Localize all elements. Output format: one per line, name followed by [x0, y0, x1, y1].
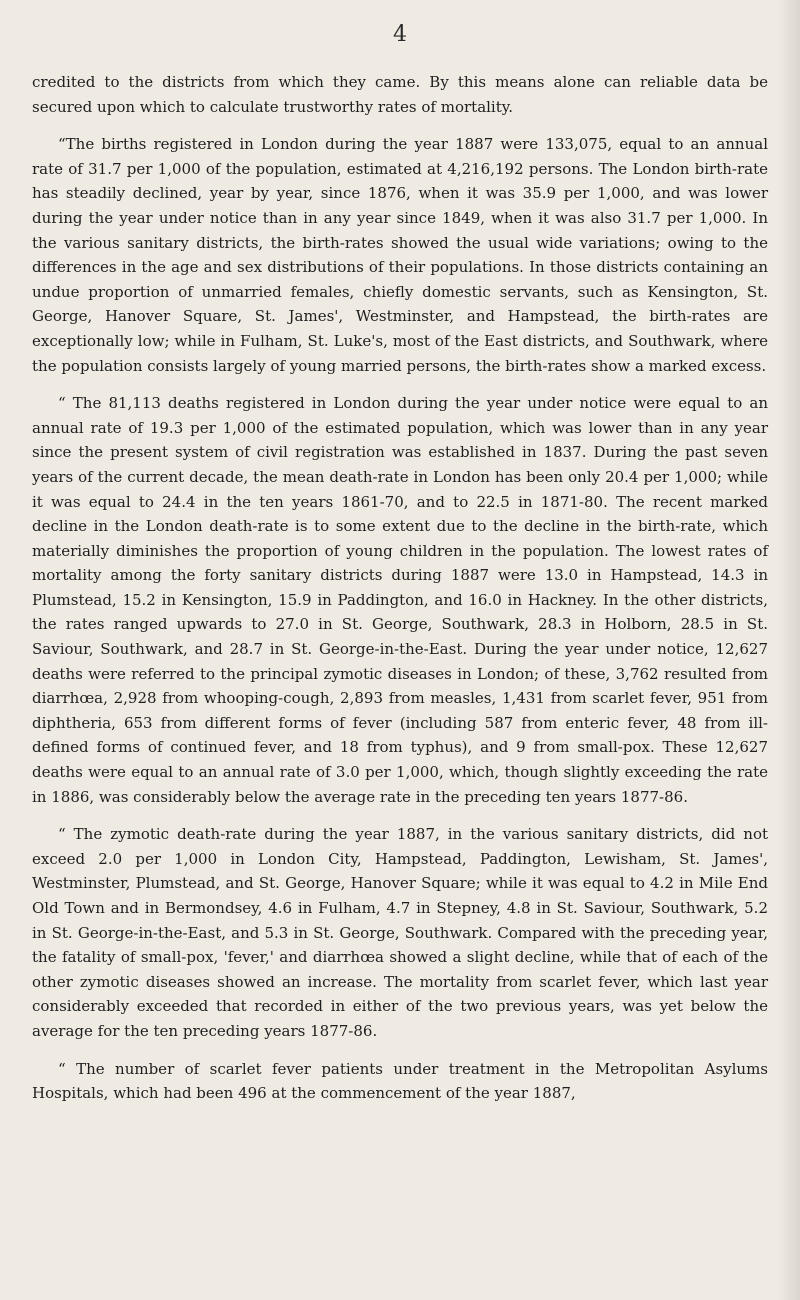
paragraph-zymotic-death-rate: “ The zymotic death-rate during the year 1887, in the various sanitary districts, did not exceed 2.0 per 1,000 in London City, Hampstead, Paddington, Lewisham, St. James', Westminster, Plumstead, and St. George, Hanover Square; while it was equal to 4.2 in Mile End Old Town and in Bermondsey, 4.6 in Fulham, 4.7 in Stepney, 4.8 in St. Saviour, Southwark, 5.2 in St. George-in-the-East, and 5.3 in St. George, Southwark. Compared with the preceding year, the fatality of small-pox, 'fever,' and diarrhœa showed a slight decline, while that of each of the other zymotic diseases showed an increase. The mortality from scarlet fever, which last year considerably exceeded that recorded in either of the two previous years, was yet below the average for the ten preceding years 1877-86.: [32, 825, 768, 1040]
paragraph-births: “The births registered in London during the year 1887 were 133,075, equal to an annual rate of 31.7 per 1,000 of the population, estimated at 4,216,192 persons. The London birth-rate has steadily declined, year by year, since 1876, when it was 35.9 per 1,000, and was lower during the year under notice than in any year since 1849, when it was also 31.7 per 1,000. In the various sanitary districts, the birth-rates showed the usual wide variations; owing to the differences in the age and sex distributions of their populations. In those districts containing an undue proportion of unmarried females, chiefly domestic servants, such as Kensington, St. George, Hanover Square, St. James', Westminster, and Hampstead, the birth-rates are exceptionally low; while in Fulham, St. Luke's, most of the East districts, and Southwark, where the population consists largely of young married persons, the birth-rates show a marked excess.: [32, 135, 768, 375]
body-text: [32, 70, 768, 1119]
page-edge-shadow: [778, 0, 800, 1300]
paragraph-continuation: credited to the districts from which they came. By this means alone can reliable data be secured upon which to calculate trustworthy rates of mortality.: [32, 73, 768, 116]
paragraph-deaths: “ The 81,113 deaths registered in London during the year under notice were equal to an annual rate of 19.3 per 1,000 of the estimated population, which was lower than in any year since the present system of civil registration was established in 1837. During the past seven years of the current decade, the mean death-rate in London has been only 20.4 per 1,000; while it was equal to 24.4 in the ten years 1861-70, and to 22.5 in 1871-80. The recent marked decline in the London death-rate is to some extent due to the decline in the birth-rate, which materially diminishes the proportion of young children in the population. The lowest rates of mortality among the forty sanitary districts during 1887 were 13.0 in Hampstead, 14.3 in Plumstead, 15.2 in Kensington, 15.9 in Paddington, and 16.0 in Hackney. In the other districts, the rates ranged upwards to 27.0 in St. George, Southwark, 28.3 in Holborn, 28.5 in St. Saviour, Southwark, and 28.7 in St. George-in-the-East. During the year under notice, 12,627 deaths were referred to the principal zymotic diseases in London; of these, 3,762 resulted from diarrhœa, 2,928 from whooping-cough, 2,893 from measles, 1,431 from scarlet fever, 951 from diphtheria, 653 from different forms of fever (including 587 from enteric fever, 48 from ill-defined forms of continued fever, and 18 from typhus), and 9 from small-pox. These 12,627 deaths were equal to an annual rate of 3.0 per 1,000, which, though slightly exceeding the rate in 1886, was considerably below the average rate in the preceding ten years 1877-86.: [32, 394, 768, 806]
page-number: 4: [393, 22, 407, 47]
paragraph-scarlet-fever: “ The number of scarlet fever patients under treatment in the Metropolitan Asylums Hospitals, which had been 496 at the commencement of the year 1887,: [32, 1059, 768, 1103]
